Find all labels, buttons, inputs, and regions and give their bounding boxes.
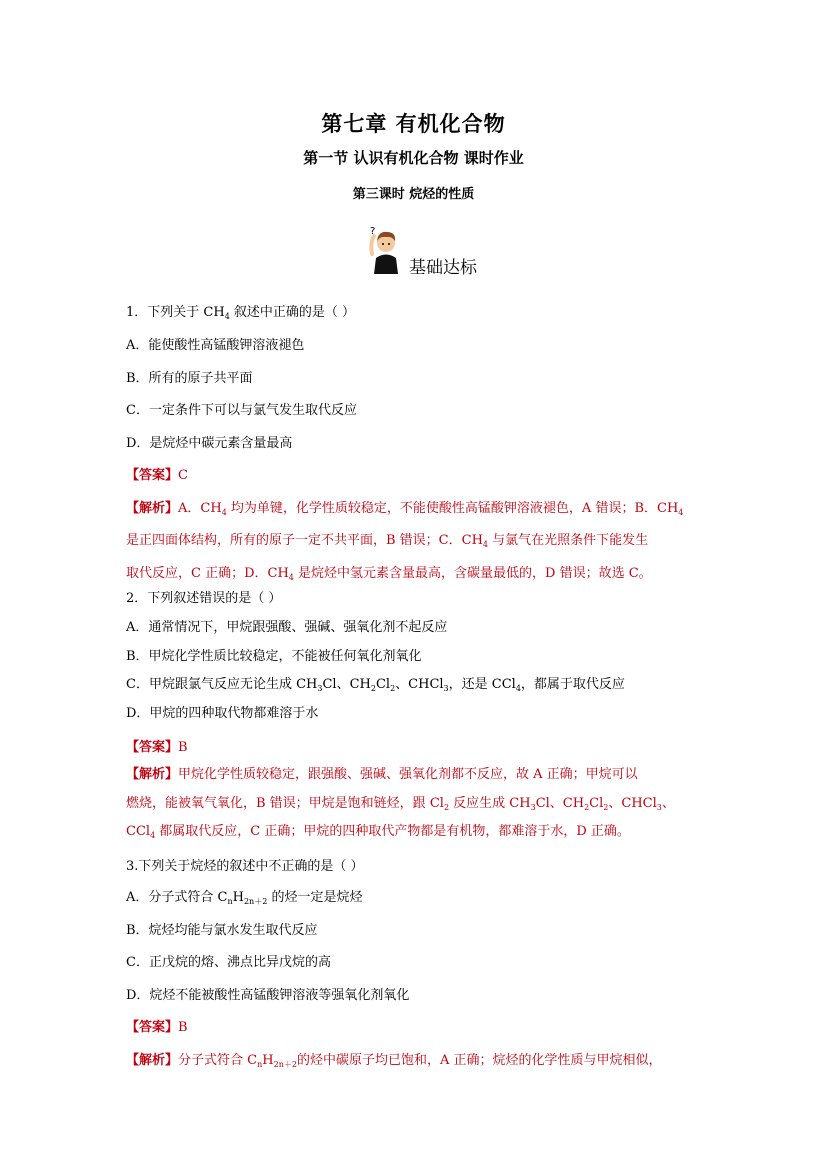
q1-stem: 1．下列关于 $CH_4$ 叙述中正确的是（ ） — [126, 305, 356, 321]
basic-badge — [368, 224, 498, 278]
chapter-title: 第七章 有机化合物 — [321, 111, 506, 136]
q2-analysis-line-1: 【解析】甲烷化学性质较稳定，跟强酸、强碱、强氧化剂都不反应，故 A 正确；甲烷可以 — [126, 767, 638, 782]
q2-stem: 2．下列叙述错误的是（ ） — [126, 591, 282, 606]
q3-analysis-line-1: 【解析】分子式符合 $C_nH_{2n+2}$的烃中碳原子均已饱和，A 正确；烷烃的化学性质与甲烷相似， — [126, 1053, 662, 1069]
q3-option-c: C．正戊烷的熔、沸点比异戊烷的高 — [126, 955, 331, 970]
svg-text:?: ? — [370, 226, 376, 237]
section-title: 第一节 认识有机化合物 课时作业 — [303, 149, 524, 167]
badge-label: 基础达标 — [409, 258, 477, 278]
q1-option-b: B．所有的原子共平面 — [126, 371, 253, 386]
thinking-boy-icon — [368, 224, 410, 274]
q2-analysis-line-2: 燃烧，能被氧气氧化，B 错误；甲烷是饱和链烃，跟 $Cl_2$ 反应生成 $CH_3Cl$、$CH_2Cl_2$、CHCl$_3$、 — [126, 796, 675, 812]
q1-option-d: D．是烷烃中碳元素含量最高 — [126, 436, 293, 451]
q2-option-d: D．甲烷的四种取代物都难溶于水 — [126, 706, 319, 721]
q3-option-b: B．烷烃均能与氯水发生取代反应 — [126, 923, 318, 938]
q1-option-a: A．能使酸性高锰酸钾溶液褪色 — [126, 338, 305, 353]
q3-stem: 3.下列关于烷烃的叙述中不正确的是（ ） — [126, 859, 364, 874]
q2-option-b: B．甲烷化学性质比较稳定，不能被任何氧化剂氧化 — [126, 649, 422, 664]
q2-answer: 【答案】B — [126, 740, 188, 755]
q3-answer: 【答案】B — [126, 1020, 188, 1035]
q3-option-d: D．烷烃不能被酸性高锰酸钾溶液等强氧化剂氧化 — [126, 988, 410, 1003]
q2-option-a: A．通常情况下，甲烷跟强酸、强碱、强氧化剂不起反应 — [126, 620, 448, 635]
q1-option-c: C．一定条件下可以与氯气发生取代反应 — [126, 403, 357, 418]
q1-analysis-line-1: 【解析】A．$CH_4$ 均为单键，化学性质较稳定，不能使酸性高锰酸钾溶液褪色，A 错误；B．$CH_4$ — [126, 501, 684, 517]
q1-answer: 【答案】C — [126, 468, 188, 483]
lesson-title: 第三课时 烷烃的性质 — [352, 187, 475, 202]
q1-analysis-line-2: 是正四面体结构，所有的原子一定不共平面，B 错误；C．$CH_4$ 与氯气在光照条件下能发生 — [126, 533, 649, 549]
q2-analysis-line-3: CCl$_4$ 都属取代反应，C 正确；甲烷的四种取代产物都是有机物，都难溶于水，D 正确。 — [126, 824, 630, 840]
q3-option-a: A．分子式符合 $C_nH_{2n+2}$ 的烃一定是烷烃 — [126, 890, 363, 906]
q2-option-c: C．甲烷跟氯气反应无论生成 $CH_3Cl$、$CH_2Cl_2$、CHCl$_3$，还是 CCl$_4$，都属于取代反应 — [126, 677, 625, 693]
q1-analysis-line-3: 取代反应，C 正确；D．$CH_4$ 是烷烃中氢元素含量最高，含碳量最低的，D 错误；故选 C。 — [126, 566, 652, 582]
